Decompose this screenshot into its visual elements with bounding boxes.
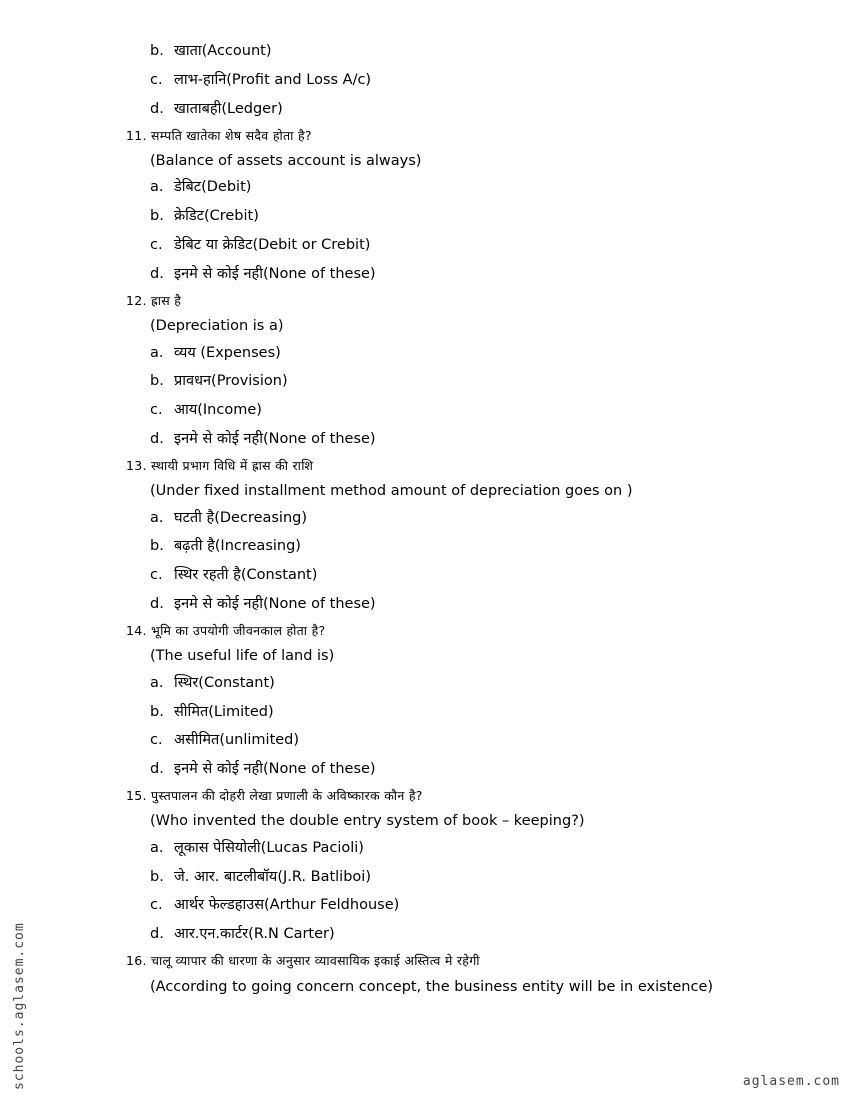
question-11-english: (Balance of assets account is always) [150,153,422,169]
question-12-hindi: 12. ह्रास है [126,293,182,308]
q15-option-d: d. आर.एन.कार्टर(R.N Carter) [150,926,335,942]
q11-option-c: c. डेबिट या क्रेडिट(Debit or Crebit) [150,237,371,253]
question-16-hindi: 16. चालू व्यापार की धारणा के अनुसार व्यावसायिक इकाई अस्तित्व मे रहेगी [126,953,480,968]
question-13-english: (Under fixed installment method amount of depreciation goes on ) [150,483,633,499]
footer-watermark: aglasem.com [742,1074,840,1089]
question-15-hindi: 15. पुस्तपालन की दोहरी लेखा प्रणाली के अविष्कारक कौन है? [126,788,423,803]
q12-option-b: b. प्रावधन(Provision) [150,373,288,389]
q11-option-b: b. क्रेडिट(Crebit) [150,208,259,224]
q15-option-a: a. लूकास पेसियोली(Lucas Pacioli) [150,840,364,856]
q11-option-a: a. डेबिट(Debit) [150,179,252,195]
q13-option-c: c. स्थिर रहती है(Constant) [150,567,318,583]
side-watermark: schools.aglasem.com [12,922,27,1090]
q14-option-c: c. असीमित(unlimited) [150,732,300,748]
q14-option-a: a. स्थिर(Constant) [150,675,275,691]
q13-option-d: d. इनमे से कोई नही(None of these) [150,596,376,612]
question-14-english: (The useful life of land is) [150,648,335,664]
q15-option-b: b. जे. आर. बाटलीबॉय(J.R. Batliboi) [150,869,371,885]
question-11-hindi: 11. सम्पति खातेका शेष सदैव होता है? [126,128,312,143]
q14-option-b: b. सीमित(Limited) [150,704,274,720]
q13-option-a: a. घटती है(Decreasing) [150,510,308,526]
q11-option-d: d. इनमे से कोई नही(None of these) [150,266,376,282]
q12-option-c: c. आय(Income) [150,402,262,418]
question-12-english: (Depreciation is a) [150,318,284,334]
question-16-english: (According to going concern concept, the business entity will be in existence) [150,979,714,995]
question-13-hindi: 13. स्थायी प्रभाग विधि में ह्रास की राशि [126,458,314,473]
q14-option-d: d. इनमे से कोई नही(None of these) [150,761,376,777]
option-c: c. लाभ-हानि(Profit and Loss A/c) [150,72,372,88]
question-14-hindi: 14. भूमि का उपयोगी जीवनकाल होता है? [126,623,326,638]
q15-option-c: c. आर्थर फेल्डहाउस(Arthur Feldhouse) [150,897,400,913]
q13-option-b: b. बढ़ती है(Increasing) [150,538,301,554]
option-d: d. खाताबही(Ledger) [150,101,283,117]
option-b: b. खाता(Account) [150,43,272,59]
q12-option-a: a. व्यय (Expenses) [150,345,281,361]
question-15-english: (Who invented the double entry system of book – keeping?) [150,813,585,829]
q12-option-d: d. इनमे से कोई नही(None of these) [150,431,376,447]
